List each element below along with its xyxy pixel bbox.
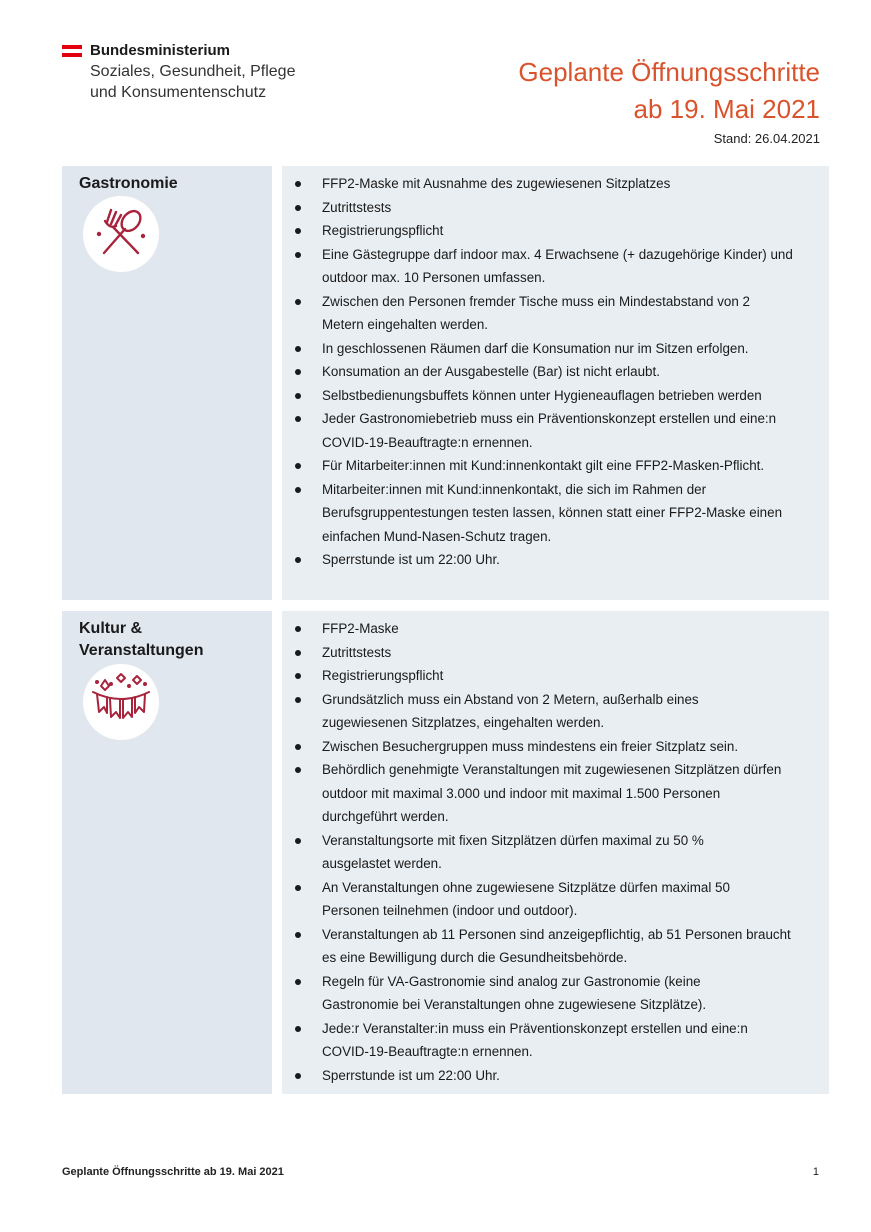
list-item: Zutrittstests (282, 641, 797, 665)
list-item: Grundsätzlich muss ein Abstand von 2 Metern, außerhalb eines zugewiesenen Sitzplatzes, eingehalten werden. (282, 688, 782, 735)
list-item: Jede:r Veranstalter:in muss ein Präventionskonzept erstellen und eine:n COVID-19-Beauftragte:n ernennen. (282, 1017, 797, 1064)
list-item: Veranstaltungsorte mit fixen Sitzplätzen dürfen maximal zu 50 % ausgelastet werden. (282, 829, 767, 876)
ministry-name (90, 40, 295, 103)
footer-title: Geplante Öffnungsschritte ab 19. Mai 2021 (62, 1166, 284, 1178)
ministry-line-1: Bundesministerium (90, 42, 231, 59)
list-item: Konsumation an der Ausgabestelle (Bar) ist nicht erlaubt. (282, 360, 817, 384)
document-title-block (518, 54, 820, 146)
list-item: In geschlossenen Räumen darf die Konsumation nur im Sitzen erfolgen. (282, 337, 817, 361)
list-item: Registrierungspflicht (282, 219, 817, 243)
austria-flag-icon (62, 45, 82, 57)
category-panel (62, 166, 272, 600)
document-title-line-2: ab 19. Mai 2021 (633, 94, 820, 124)
category-panel (62, 611, 272, 1094)
list-item: Zwischen Besuchergruppen muss mindestens ein freier Sitzplatz sein. (282, 735, 797, 759)
bunting-icon (83, 664, 159, 740)
category-title (79, 618, 203, 662)
list-item: Selbstbedienungsbuffets können unter Hygieneauflagen betrieben werden (282, 384, 817, 408)
list-item: FFP2-Maske (282, 617, 797, 641)
category-title-line-1: Kultur & (79, 620, 143, 637)
ministry-line-3: und Konsumentenschutz (90, 84, 267, 101)
list-item: Jeder Gastronomiebetrieb muss ein Präventionskonzept erstellen und eine:n COVID-19-Beauftragte:n ernennen. (282, 407, 802, 454)
status-date: Stand: 26.04.2021 (713, 131, 820, 146)
section-gastronomie (62, 166, 829, 600)
list-item: Sperrstunde ist um 22:00 Uhr. (282, 1064, 797, 1088)
document-title-line-1: Geplante Öffnungsschritte (518, 57, 820, 87)
section-kultur-veranstaltungen (62, 611, 829, 1094)
list-item: Eine Gästegruppe darf indoor max. 4 Erwachsene (+ dazugehörige Kinder) und outdoor max. 10 Personen umfassen. (282, 243, 817, 290)
category-title-line-2: Veranstaltungen (79, 642, 204, 659)
list-item: Sperrstunde ist um 22:00 Uhr. (282, 548, 817, 572)
list-item: Regeln für VA-Gastronomie sind analog zur Gastronomie (keine Gastronomie bei Veranstaltungen ohne zugewiesene Sitzplätze). (282, 970, 767, 1017)
page-number: 1 (812, 1166, 819, 1178)
category-title: Gastronomie (79, 175, 178, 192)
rules-panel (282, 166, 829, 600)
list-item: Zutrittstests (282, 196, 817, 220)
list-item: FFP2-Maske mit Ausnahme des zugewiesenen Sitzplatzes (282, 172, 817, 196)
list-item: Zwischen den Personen fremder Tische muss ein Mindestabstand von 2 Metern eingehalten werden. (282, 290, 792, 337)
list-item: Registrierungspflicht (282, 664, 797, 688)
rules-list (282, 617, 797, 1087)
rules-list (282, 172, 817, 572)
rules-panel (282, 611, 829, 1094)
list-item: Veranstaltungen ab 11 Personen sind anzeigepflichtig, ab 51 Personen braucht es eine Bewilligung durch die Gesundheitsbehörde. (282, 923, 792, 970)
fork-spoon-icon (83, 196, 159, 272)
list-item: Für Mitarbeiter:innen mit Kund:innenkontakt gilt eine FFP2-Masken-Pflicht. (282, 454, 792, 478)
list-item: Behördlich genehmigte Veranstaltungen mit zugewiesenen Sitzplätzen dürfen outdoor mit maximal 3.000 und indoor mit maximal 1.500 Personen durchgeführt werden. (282, 758, 792, 829)
list-item: An Veranstaltungen ohne zugewiesene Sitzplätze dürfen maximal 50 Personen teilnehmen (indoor und outdoor). (282, 876, 767, 923)
ministry-line-2: Soziales, Gesundheit, Pflege (90, 63, 296, 80)
list-item: Mitarbeiter:innen mit Kund:innenkontakt, die sich im Rahmen der Berufsgruppentestungen testen lassen, können statt einer FFP2-Maske einen einfachen Mund-Nasen-Schutz tragen. (282, 478, 797, 549)
